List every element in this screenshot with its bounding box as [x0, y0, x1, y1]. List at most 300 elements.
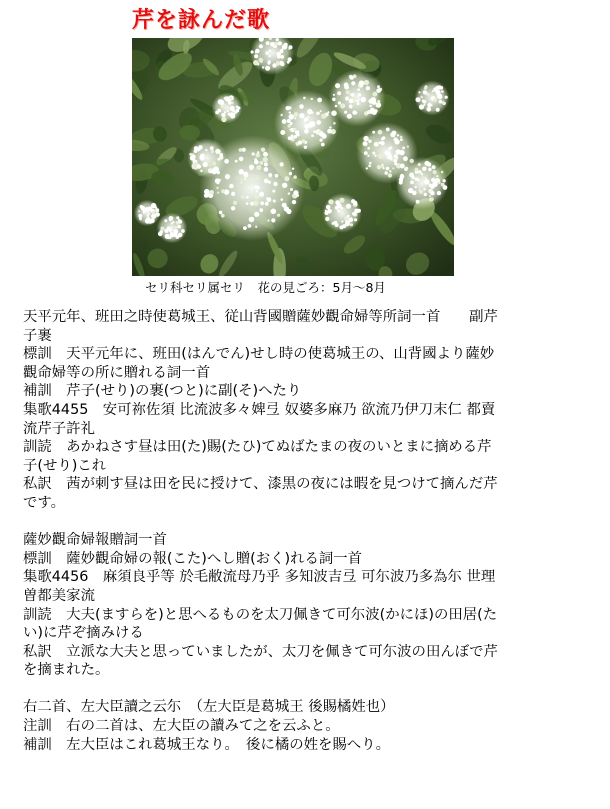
floret	[335, 223, 339, 227]
floret	[349, 105, 353, 109]
floret	[350, 223, 353, 226]
floret	[368, 140, 371, 143]
floret	[284, 176, 289, 181]
floret	[221, 189, 225, 193]
floret	[294, 117, 296, 119]
floret	[224, 97, 226, 99]
floret	[289, 45, 293, 49]
floret	[215, 111, 219, 115]
floret	[273, 200, 276, 203]
text-line: 薩妙觀命婦報贈詞一首	[23, 532, 167, 549]
floret	[436, 108, 440, 112]
floret	[388, 173, 392, 177]
floret	[265, 51, 269, 55]
floret	[181, 229, 185, 233]
floret	[228, 101, 231, 104]
floret	[338, 101, 341, 104]
floret	[394, 139, 399, 144]
floret	[239, 157, 244, 162]
floret	[394, 159, 397, 162]
floret	[292, 200, 296, 204]
floret	[385, 171, 388, 174]
floret	[349, 93, 351, 95]
floret	[349, 99, 354, 104]
floret	[280, 114, 283, 117]
floret	[276, 52, 281, 57]
text-line: 流芹子許礼	[23, 420, 95, 437]
floret	[410, 180, 414, 184]
floret	[372, 131, 375, 134]
floret	[290, 123, 293, 126]
floret	[288, 106, 291, 109]
floret	[257, 151, 259, 153]
floret	[372, 92, 377, 97]
floret	[232, 109, 235, 112]
floret	[329, 126, 331, 128]
floret	[442, 101, 445, 104]
floret	[219, 153, 223, 157]
floret	[337, 91, 341, 95]
floret	[395, 149, 400, 154]
floret	[155, 208, 159, 212]
floret	[247, 180, 252, 185]
floret	[176, 216, 179, 219]
floret	[239, 148, 243, 152]
floret	[251, 50, 254, 53]
floret	[420, 96, 423, 99]
floret	[295, 131, 298, 134]
floret	[424, 179, 429, 184]
floret	[441, 183, 445, 187]
floret	[277, 214, 280, 217]
floret	[280, 162, 284, 166]
floret	[259, 208, 263, 212]
floret	[233, 201, 237, 205]
floret	[299, 113, 304, 118]
floret	[274, 42, 278, 46]
floret	[244, 173, 249, 178]
floret	[335, 83, 340, 88]
floret	[356, 98, 359, 101]
floret	[352, 110, 356, 114]
seri-flower-photo	[132, 38, 454, 276]
floret	[242, 148, 246, 152]
floret	[205, 149, 207, 151]
floret	[199, 155, 204, 160]
floret	[422, 167, 426, 171]
floret	[138, 210, 140, 212]
floret	[400, 136, 403, 139]
floret	[189, 153, 192, 156]
floret	[332, 98, 336, 102]
floret	[364, 80, 369, 85]
floret	[321, 133, 326, 138]
floret	[419, 190, 423, 194]
floret	[255, 153, 260, 158]
floret	[217, 192, 219, 194]
text-line: 私訳 茜が刺す昼は田を民に授けて、漆黒の夜には暇を見つけて摘んだ芹	[23, 476, 498, 493]
floret	[442, 179, 445, 182]
floret	[275, 174, 279, 178]
floret	[288, 192, 290, 194]
floret	[328, 199, 333, 204]
floret	[216, 187, 218, 189]
floret	[209, 164, 211, 166]
floret	[321, 143, 325, 147]
floret	[256, 190, 259, 193]
floret	[366, 86, 370, 90]
floret	[255, 226, 257, 228]
text-line: い)に芹ぞ摘みける	[23, 625, 144, 642]
blank-line	[23, 680, 593, 699]
floret	[141, 206, 146, 211]
page-title: 芹を詠んだ歌	[132, 8, 271, 33]
floret	[370, 97, 376, 103]
floret	[320, 110, 322, 112]
floret	[368, 165, 371, 168]
text-line: 標訓 天平元年に、班田(はんでん)せし時の使葛城王の、山背國より薩妙	[23, 346, 495, 363]
floret	[432, 90, 434, 92]
floret	[253, 200, 259, 206]
floret	[170, 232, 173, 235]
floret	[198, 145, 202, 149]
floret	[243, 226, 247, 230]
floret	[308, 122, 314, 128]
floret	[328, 111, 330, 113]
floret	[145, 207, 150, 212]
floret	[366, 167, 368, 169]
floret	[428, 163, 431, 166]
floret	[417, 179, 420, 182]
floret	[392, 167, 394, 169]
floret	[265, 66, 270, 71]
floret	[429, 184, 433, 188]
floret	[376, 102, 382, 108]
floret	[143, 211, 146, 214]
floret	[326, 205, 331, 210]
floret	[152, 211, 156, 215]
floret	[428, 168, 432, 172]
floret	[416, 200, 420, 204]
floret	[281, 62, 285, 66]
text-line: です。	[23, 494, 66, 511]
floret	[407, 146, 409, 148]
floret	[164, 219, 167, 222]
floret	[423, 90, 427, 94]
floret	[346, 90, 350, 94]
floret	[386, 128, 390, 132]
floret	[347, 114, 352, 119]
floret	[294, 112, 299, 117]
floret	[346, 204, 351, 209]
floret	[423, 104, 425, 106]
floret	[246, 196, 249, 199]
floret	[416, 97, 421, 102]
floret	[260, 201, 264, 205]
floret	[200, 170, 202, 172]
text-line: 注訓 右の二首は、左大臣の讀みて之を云ふと。	[23, 718, 340, 735]
floret	[429, 195, 431, 197]
floret	[431, 192, 434, 195]
floret	[254, 160, 259, 165]
floret	[253, 60, 258, 65]
floret	[282, 119, 287, 124]
floret	[246, 202, 249, 205]
floret	[215, 149, 220, 154]
floret	[424, 193, 427, 196]
floret	[248, 224, 252, 228]
floret	[418, 91, 420, 93]
floret	[272, 190, 275, 193]
floret	[256, 177, 260, 181]
floret	[271, 218, 275, 222]
floret	[351, 81, 355, 85]
floret	[445, 96, 448, 99]
floret	[418, 163, 421, 166]
floret	[175, 226, 178, 229]
floret	[282, 203, 287, 208]
floret	[307, 116, 309, 118]
floret	[397, 134, 399, 136]
floret	[229, 184, 233, 188]
floret	[353, 201, 357, 205]
floret	[423, 188, 425, 190]
floret	[254, 212, 259, 217]
floret	[261, 148, 265, 152]
floret	[341, 220, 343, 222]
floret	[388, 147, 391, 150]
text-line: 子(せり)これ	[23, 457, 107, 474]
floret	[374, 142, 379, 147]
floret	[256, 165, 261, 170]
floret	[197, 164, 201, 168]
floret	[433, 170, 437, 174]
floret	[399, 178, 403, 182]
floret	[378, 153, 384, 159]
floret	[301, 139, 305, 143]
floret	[231, 206, 235, 210]
floret	[158, 232, 163, 237]
floret	[400, 138, 403, 141]
floret	[286, 209, 291, 214]
floret	[231, 192, 235, 196]
floret	[221, 117, 226, 122]
floret	[271, 209, 277, 215]
text-line: 標訓 薩妙觀命婦の報(こた)へし贈(おく)れる詞一首	[23, 550, 363, 567]
floret	[240, 181, 243, 184]
floret	[139, 217, 142, 220]
floret	[273, 182, 277, 186]
floret	[303, 97, 306, 100]
floret	[268, 173, 272, 177]
floret	[316, 120, 321, 125]
floret	[340, 198, 345, 203]
floret	[238, 169, 244, 175]
floret	[293, 190, 298, 195]
floret	[282, 183, 287, 188]
floret	[260, 61, 262, 63]
floret	[381, 164, 383, 166]
floret	[327, 129, 332, 134]
floret	[340, 207, 343, 210]
text-line: 觀命婦等の所に贈れる詞一首	[23, 364, 211, 381]
floret	[357, 102, 360, 105]
floret	[266, 41, 270, 45]
floret	[427, 103, 431, 107]
floret	[280, 130, 285, 135]
text-line: 曽都美家流	[23, 587, 95, 604]
text-line: 補訓 芹子(せり)の裹(つと)に副(そ)へたり	[23, 383, 302, 400]
floret	[357, 209, 361, 213]
floret	[402, 147, 405, 150]
floret	[367, 111, 369, 113]
floret	[345, 96, 349, 100]
floret	[358, 93, 361, 96]
floret	[155, 212, 160, 217]
floret	[437, 191, 441, 195]
floret	[386, 167, 390, 171]
floret	[421, 173, 423, 175]
floret	[197, 149, 199, 151]
floret	[412, 191, 417, 196]
text-line: 訓読 大夫(ますらを)と思へるものを太刀佩きて可尓波(かにほ)の田居(た	[23, 606, 498, 623]
floret	[150, 218, 155, 223]
floret	[259, 161, 263, 165]
floret	[268, 181, 271, 184]
floret	[244, 178, 246, 180]
floret	[337, 209, 340, 212]
floret	[350, 76, 354, 80]
floret	[377, 85, 380, 88]
floret	[267, 197, 272, 202]
floret	[219, 100, 224, 105]
floret	[269, 55, 271, 57]
floret	[422, 100, 425, 103]
floret	[325, 211, 329, 215]
floret	[304, 129, 309, 134]
floret	[280, 55, 284, 59]
floret	[223, 115, 225, 117]
floret	[292, 168, 294, 170]
floret	[438, 182, 441, 185]
text-line: を摘まれた。	[23, 662, 110, 679]
floret	[176, 235, 180, 239]
floret	[224, 111, 226, 113]
floret	[317, 98, 322, 103]
floret	[363, 141, 368, 146]
floret	[369, 162, 372, 165]
floret	[335, 105, 338, 108]
floret	[291, 137, 293, 139]
floret	[264, 162, 268, 166]
floret	[287, 119, 291, 123]
floret	[432, 165, 436, 169]
floret	[145, 218, 150, 223]
floret	[294, 135, 298, 139]
floret	[215, 169, 218, 172]
floret	[430, 197, 434, 201]
floret	[319, 139, 322, 142]
floret	[433, 99, 435, 101]
floret	[379, 141, 382, 144]
floret	[211, 150, 214, 153]
floret	[265, 169, 267, 171]
floret	[311, 98, 313, 100]
floret	[230, 97, 233, 100]
floret	[169, 237, 171, 239]
floret	[262, 66, 264, 68]
floret	[376, 88, 381, 93]
blank-line	[23, 513, 593, 532]
floret	[383, 167, 385, 169]
floret	[169, 216, 174, 221]
floret	[419, 104, 424, 109]
floret	[389, 170, 391, 172]
floret	[436, 86, 439, 89]
floret	[256, 186, 260, 190]
floret	[344, 85, 349, 90]
floret	[227, 108, 230, 111]
text-line: 子裹	[23, 327, 52, 344]
floret	[436, 175, 438, 177]
floret	[160, 227, 164, 231]
floret	[363, 136, 368, 141]
floret	[265, 153, 268, 156]
floret	[138, 214, 142, 218]
floret	[225, 174, 230, 179]
floret	[378, 130, 383, 135]
text-line: 集歌4455 安可祢佐須 比流波多々婢弖 奴婆多麻乃 欲流乃伊刀末仁 都賣	[23, 401, 496, 418]
floret	[340, 225, 344, 229]
floret	[354, 218, 357, 221]
floret	[276, 38, 279, 41]
floret	[415, 168, 419, 172]
photo-caption: セリ科セリ属セリ 花の見ごろ：5月～8月	[145, 280, 386, 295]
floret	[441, 90, 444, 93]
floret	[217, 182, 220, 185]
floret	[284, 43, 288, 47]
floret	[364, 151, 368, 155]
floret	[287, 61, 290, 64]
floret	[210, 146, 214, 150]
floret	[259, 192, 264, 197]
floret	[276, 61, 281, 66]
floret	[333, 94, 335, 96]
floret	[304, 146, 307, 149]
floret	[177, 225, 181, 229]
floret	[235, 160, 238, 163]
text-line: 私訳 立派な大夫と思っていましたが、太刀を佩きて可尓波の田んぼで芹	[23, 643, 498, 660]
floret	[289, 114, 295, 120]
floret	[359, 80, 364, 85]
floret	[361, 97, 366, 102]
floret	[342, 208, 345, 211]
floret	[219, 211, 223, 215]
floret	[372, 152, 375, 155]
floret	[424, 87, 427, 90]
floret	[230, 113, 235, 118]
floret	[241, 195, 245, 199]
floret	[278, 41, 282, 45]
floret	[392, 131, 397, 136]
floret	[259, 44, 263, 48]
floret	[210, 171, 213, 174]
floret	[217, 158, 220, 161]
floret	[209, 190, 214, 195]
text-line: 右二首、左大臣讀之云尓 （左大臣是葛城王 後賜橘姓也）	[23, 699, 395, 716]
floret	[255, 49, 260, 54]
floret	[265, 202, 269, 206]
